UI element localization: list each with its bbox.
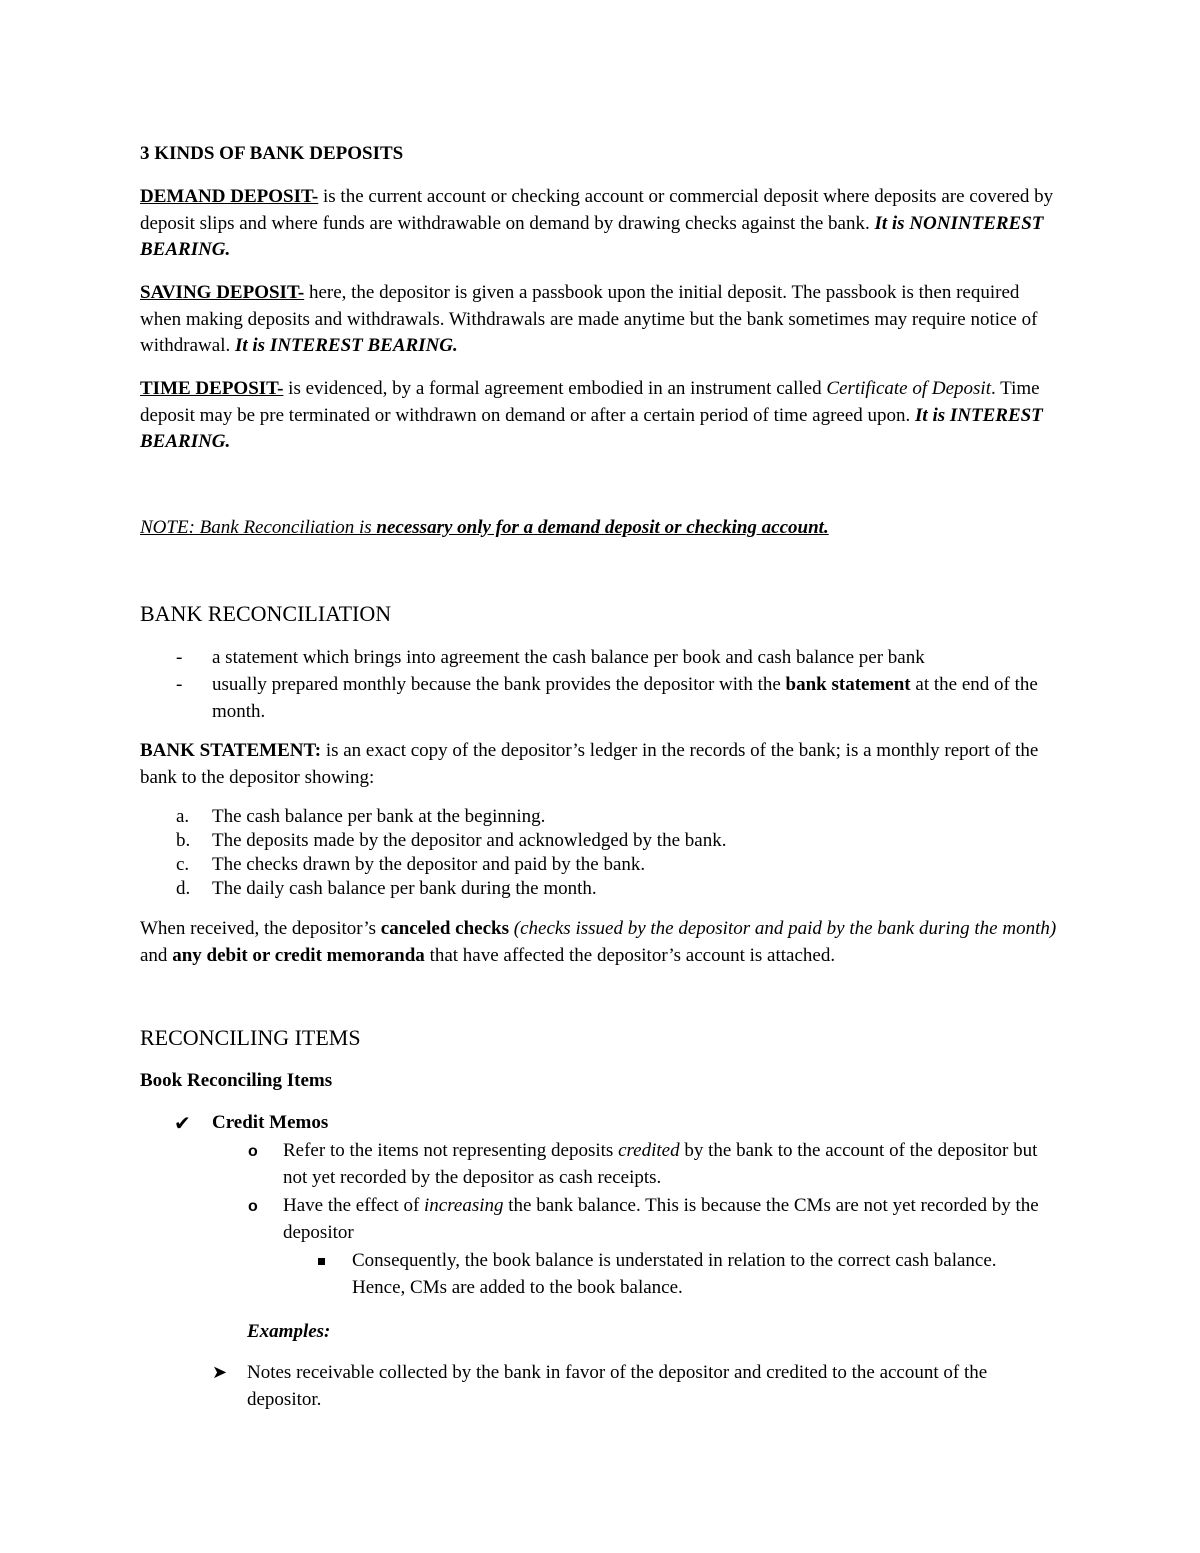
saving-deposit-emphasis: It is INTEREST BEARING. [234,335,458,356]
demand-deposit-text: is the current account or checking account or commercial deposit where deposits are covered by deposit slips and where funds are withdrawable on demand by drawing checks against the bank. [140,186,1054,234]
statement-item: The checks drawn by the depositor and paid by the bank. [212,854,646,875]
circle-bullet-icon: o [248,1198,258,1215]
note-text: Bank Reconciliation is [194,517,377,538]
statement-item: The daily cash balance per bank during the month. [212,878,597,899]
saving-deposit-label: SAVING DEPOSIT- [140,282,305,303]
example-item: Notes receivable collected by the bank in favor of the depositor and credited to the account of the depositor. [247,1362,988,1410]
statement-item: The cash balance per bank at the beginning. [212,806,546,827]
certificate-of-deposit-term: Certificate of Deposit [826,378,991,399]
time-deposit-text-2: . Time deposit may be pre terminated or withdrawn on demand or after a certain period of time agreed upon. [140,378,1040,426]
time-deposit-label: TIME DEPOSIT- [140,378,284,399]
list-marker: a. [176,806,190,827]
credit-memo-subpoint: Consequently, the book balance is understated in relation to the correct cash balance. Hence, CMs are added to the book balance. [352,1250,997,1298]
examples-label: Examples: [247,1321,331,1342]
bank-statement-term: bank statement [785,674,911,695]
credit-memos-label: Credit Memos [212,1112,329,1133]
check-icon: ✔ [174,1111,191,1135]
saving-deposit-paragraph [140,280,1065,360]
reconciling-items-heading: RECONCILING ITEMS [140,1025,361,1050]
circle-bullet-icon: o [248,1143,258,1160]
book-reconciling-items-subheading: Book Reconciling Items [140,1070,333,1091]
list-marker: d. [176,878,191,899]
arrow-bullet-icon: ➤ [212,1362,228,1383]
time-deposit-emphasis: It is INTEREST BEARING. [140,404,1043,452]
demand-deposit-paragraph [140,184,1065,264]
memoranda-term: any debit or credit memoranda [172,944,425,966]
time-deposit-paragraph [140,376,1065,456]
bank-reconciliation-heading: BANK RECONCILIATION [140,601,392,626]
note-line [140,515,1065,542]
received-paragraph: When received, the depositor’s canceled checks (checks issued by the depositor and paid by the bank during the month) and any debit or credit memoranda that have affected the depositor’s account is attached. [140,918,1057,966]
credit-memo-point-1: Refer to the items not representing deposits credited by the bank to the account of the depositor but not yet recorded by the depositor as cash receipts. [283,1140,1038,1188]
note-bold-1: necessary only for a [376,517,534,538]
bank-rec-bullet-2: usually prepared monthly because the bank provides the depositor with the bank statement at the end of the month. [212,674,1038,722]
note-bold-2: demand deposit or checking account. [537,517,829,538]
demand-deposit-emphasis: It is NONINTEREST BEARING. [140,212,1044,260]
list-marker: b. [176,830,191,851]
dash-bullet: - [176,674,183,695]
canceled-checks-definition: (checks issued by the depositor and paid by the bank during the month) [513,918,1057,939]
bank-statement-text: is an exact copy of the depositor’s ledger in the records of the bank; is a monthly report of the bank to the depositor showing: [140,740,1039,788]
square-bullet-icon [318,1258,325,1265]
credit-memo-point-2: Have the effect of increasing the bank balance. This is because the CMs are not yet recorded by the depositor [283,1195,1039,1243]
list-marker: c. [176,854,190,875]
statement-item: The deposits made by the depositor and acknowledged by the bank. [212,830,727,851]
demand-deposit-label: DEMAND DEPOSIT- [140,186,319,207]
kinds-heading: 3 KINDS OF BANK DEPOSITS [140,143,404,164]
saving-deposit-text: here, the depositor is given a passbook upon the initial deposit. The passbook is then required when making deposits and withdrawals. Withdrawals are made anytime but the bank sometimes may require notice of withdrawal. [140,282,1038,356]
bank-rec-bullet-1: a statement which brings into agreement the cash balance per book and cash balance per bank [212,647,925,668]
time-deposit-text-1: is evidenced, by a formal agreement embodied in an instrument called [283,378,827,399]
note-prefix: NOTE: [140,517,195,538]
bank-statement-paragraph [140,738,1065,791]
bank-statement-label: BANK STATEMENT: [140,740,322,761]
dash-bullet: - [176,647,183,668]
canceled-checks-term: canceled checks [380,918,509,939]
